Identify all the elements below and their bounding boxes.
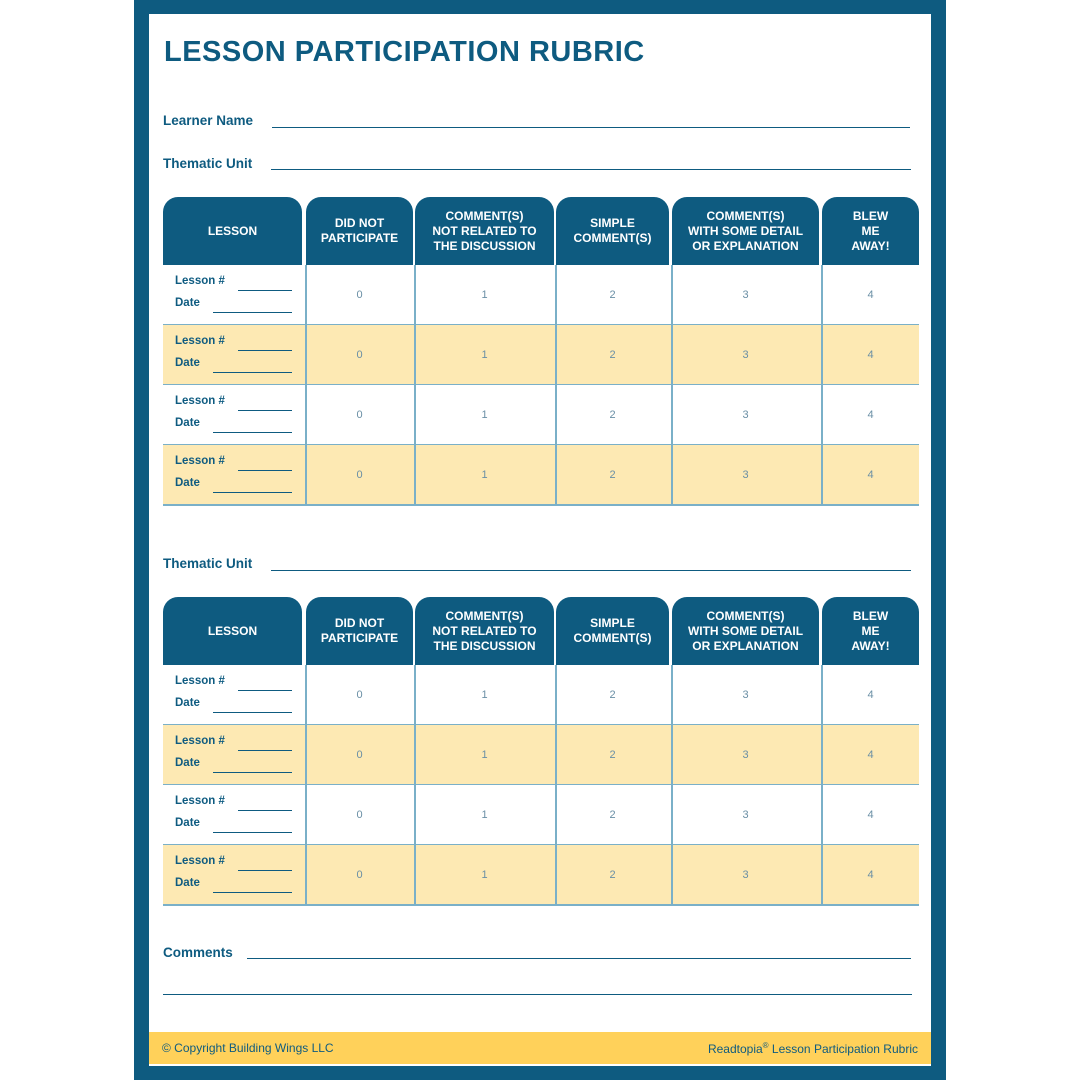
- lesson-cell: [175, 275, 299, 319]
- lesson-number-label: Lesson #: [175, 675, 225, 687]
- lesson-number-blank[interactable]: [238, 810, 292, 811]
- score-option[interactable]: 3: [742, 409, 749, 421]
- lesson-cell: [175, 395, 299, 439]
- table-row: [163, 725, 919, 785]
- score-option[interactable]: 4: [867, 869, 874, 881]
- lesson-number-label: Lesson #: [175, 735, 225, 747]
- column-header: SIMPLE COMMENT(S): [556, 597, 669, 665]
- score-option[interactable]: 2: [609, 289, 616, 301]
- column-header: BLEW ME AWAY!: [822, 197, 919, 265]
- table-header-row: [163, 197, 919, 265]
- column-header: DID NOT PARTICIPATE: [306, 197, 413, 265]
- comments-label: Comments: [163, 945, 233, 960]
- lesson-number-field[interactable]: [175, 795, 299, 817]
- lesson-number-field[interactable]: [175, 455, 299, 477]
- score-option[interactable]: 3: [742, 749, 749, 761]
- score-option[interactable]: 4: [867, 689, 874, 701]
- date-label: Date: [175, 877, 200, 889]
- lesson-number-field[interactable]: [175, 395, 299, 417]
- date-field[interactable]: [175, 477, 299, 499]
- lesson-number-field[interactable]: [175, 855, 299, 877]
- footer-brand: Readtopia: [707, 1041, 763, 1056]
- date-field[interactable]: [175, 877, 299, 899]
- date-label: Date: [175, 477, 200, 489]
- score-option[interactable]: 4: [867, 809, 874, 821]
- score-option[interactable]: 1: [481, 809, 488, 821]
- date-blank[interactable]: [213, 832, 292, 833]
- date-field[interactable]: [175, 817, 299, 839]
- date-field[interactable]: [175, 357, 299, 379]
- lesson-number-label: Lesson #: [175, 335, 225, 347]
- score-option[interactable]: 4: [867, 749, 874, 761]
- score-option[interactable]: 2: [609, 689, 616, 701]
- score-option[interactable]: 0: [356, 809, 363, 821]
- column-header: LESSON: [163, 597, 302, 665]
- learner-name-field[interactable]: [272, 127, 910, 128]
- score-option[interactable]: 0: [356, 689, 363, 701]
- score-option[interactable]: 3: [742, 469, 749, 481]
- rubric-table-2: [163, 597, 919, 905]
- date-blank[interactable]: [213, 492, 292, 493]
- score-option[interactable]: 3: [742, 809, 749, 821]
- lesson-number-field[interactable]: [175, 335, 299, 357]
- date-label: Date: [175, 297, 200, 309]
- table-row: [163, 445, 919, 505]
- date-field[interactable]: [175, 417, 299, 439]
- comments-field-line-2[interactable]: [163, 994, 912, 995]
- rubric-table-1: [163, 197, 919, 505]
- date-blank[interactable]: [213, 372, 292, 373]
- score-option[interactable]: 4: [867, 409, 874, 421]
- score-option[interactable]: 1: [481, 349, 488, 361]
- table-row: [163, 265, 919, 325]
- comments-field[interactable]: [247, 958, 911, 959]
- lesson-number-blank[interactable]: [238, 350, 292, 351]
- score-option[interactable]: 2: [609, 749, 616, 761]
- score-option[interactable]: 1: [481, 689, 488, 701]
- column-header: COMMENT(S) WITH SOME DETAIL OR EXPLANATION: [672, 197, 819, 265]
- rubric-page: [149, 14, 931, 1066]
- score-option[interactable]: 0: [356, 409, 363, 421]
- score-option[interactable]: 3: [742, 689, 749, 701]
- score-option[interactable]: 4: [867, 349, 874, 361]
- learner-name-label: Learner Name: [163, 113, 254, 128]
- table-row: [163, 845, 919, 905]
- lesson-number-field[interactable]: [175, 735, 299, 757]
- date-field[interactable]: [175, 297, 299, 319]
- trademark-mark: ®: [762, 1040, 769, 1050]
- score-option[interactable]: 1: [481, 869, 488, 881]
- score-option[interactable]: 0: [356, 289, 363, 301]
- thematic-unit-field[interactable]: [271, 169, 911, 170]
- date-blank[interactable]: [213, 892, 292, 893]
- lesson-cell: [175, 795, 299, 839]
- footer-bar: [149, 1032, 931, 1064]
- table-row: [163, 665, 919, 725]
- table-row: [163, 325, 919, 385]
- lesson-number-field[interactable]: [175, 275, 299, 297]
- date-label: Date: [175, 357, 200, 369]
- lesson-number-blank[interactable]: [238, 290, 292, 291]
- lesson-number-label: Lesson #: [175, 395, 225, 407]
- score-option[interactable]: 0: [356, 869, 363, 881]
- column-header: BLEW ME AWAY!: [822, 597, 919, 665]
- page-title: LESSON PARTICIPATION RUBRIC: [164, 36, 645, 68]
- score-option[interactable]: 2: [609, 409, 616, 421]
- column-header: LESSON: [163, 197, 302, 265]
- lesson-number-blank[interactable]: [238, 870, 292, 871]
- column-header: COMMENT(S) WITH SOME DETAIL OR EXPLANATION: [672, 597, 819, 665]
- score-option[interactable]: 2: [609, 809, 616, 821]
- table-row: [163, 385, 919, 445]
- score-option[interactable]: 2: [609, 869, 616, 881]
- score-option[interactable]: 0: [356, 469, 363, 481]
- date-field[interactable]: [175, 757, 299, 779]
- date-label: Date: [175, 417, 200, 429]
- thematic-unit-field-2[interactable]: [271, 570, 911, 571]
- score-option[interactable]: 3: [742, 349, 749, 361]
- score-option[interactable]: 0: [356, 749, 363, 761]
- column-header: COMMENT(S) NOT RELATED TO THE DISCUSSION: [415, 197, 554, 265]
- score-option[interactable]: 1: [481, 749, 488, 761]
- footer-doc-name: Lesson Participation Rubric: [768, 1041, 918, 1056]
- lesson-number-blank[interactable]: [238, 470, 292, 471]
- score-option[interactable]: 3: [742, 869, 749, 881]
- lesson-number-blank[interactable]: [238, 750, 292, 751]
- thematic-unit-label: Thematic Unit: [163, 156, 253, 171]
- thematic-unit-label-2: Thematic Unit: [163, 556, 253, 571]
- footer-doc-title: [708, 1041, 918, 1056]
- column-header: SIMPLE COMMENT(S): [556, 197, 669, 265]
- date-label: Date: [175, 757, 200, 769]
- score-option[interactable]: 1: [481, 289, 488, 301]
- date-blank[interactable]: [213, 432, 292, 433]
- lesson-cell: [175, 855, 299, 899]
- date-blank[interactable]: [213, 772, 292, 773]
- score-option[interactable]: 0: [356, 349, 363, 361]
- lesson-number-label: Lesson #: [175, 275, 225, 287]
- score-option[interactable]: 3: [742, 289, 749, 301]
- lesson-number-label: Lesson #: [175, 855, 225, 867]
- row-divider: [163, 904, 919, 906]
- lesson-cell: [175, 335, 299, 379]
- lesson-cell: [175, 735, 299, 779]
- score-option[interactable]: 2: [609, 469, 616, 481]
- date-field[interactable]: [175, 697, 299, 719]
- lesson-cell: [175, 455, 299, 499]
- date-blank[interactable]: [213, 712, 292, 713]
- lesson-number-label: Lesson #: [175, 455, 225, 467]
- table-row: [163, 785, 919, 845]
- lesson-number-field[interactable]: [175, 675, 299, 697]
- score-option[interactable]: 1: [481, 409, 488, 421]
- lesson-number-blank[interactable]: [238, 690, 292, 691]
- lesson-number-label: Lesson #: [175, 795, 225, 807]
- column-header: COMMENT(S) NOT RELATED TO THE DISCUSSION: [415, 597, 554, 665]
- score-option[interactable]: 4: [867, 289, 874, 301]
- table-header-row: [163, 597, 919, 665]
- row-divider: [163, 504, 919, 506]
- column-header: DID NOT PARTICIPATE: [306, 597, 413, 665]
- lesson-cell: [175, 675, 299, 719]
- date-label: Date: [175, 817, 200, 829]
- copyright-text: © Copyright Building Wings LLC: [162, 1041, 334, 1055]
- date-blank[interactable]: [213, 312, 292, 313]
- score-option[interactable]: 4: [867, 469, 874, 481]
- lesson-number-blank[interactable]: [238, 410, 292, 411]
- score-option[interactable]: 2: [609, 349, 616, 361]
- date-label: Date: [175, 697, 200, 709]
- score-option[interactable]: 1: [481, 469, 488, 481]
